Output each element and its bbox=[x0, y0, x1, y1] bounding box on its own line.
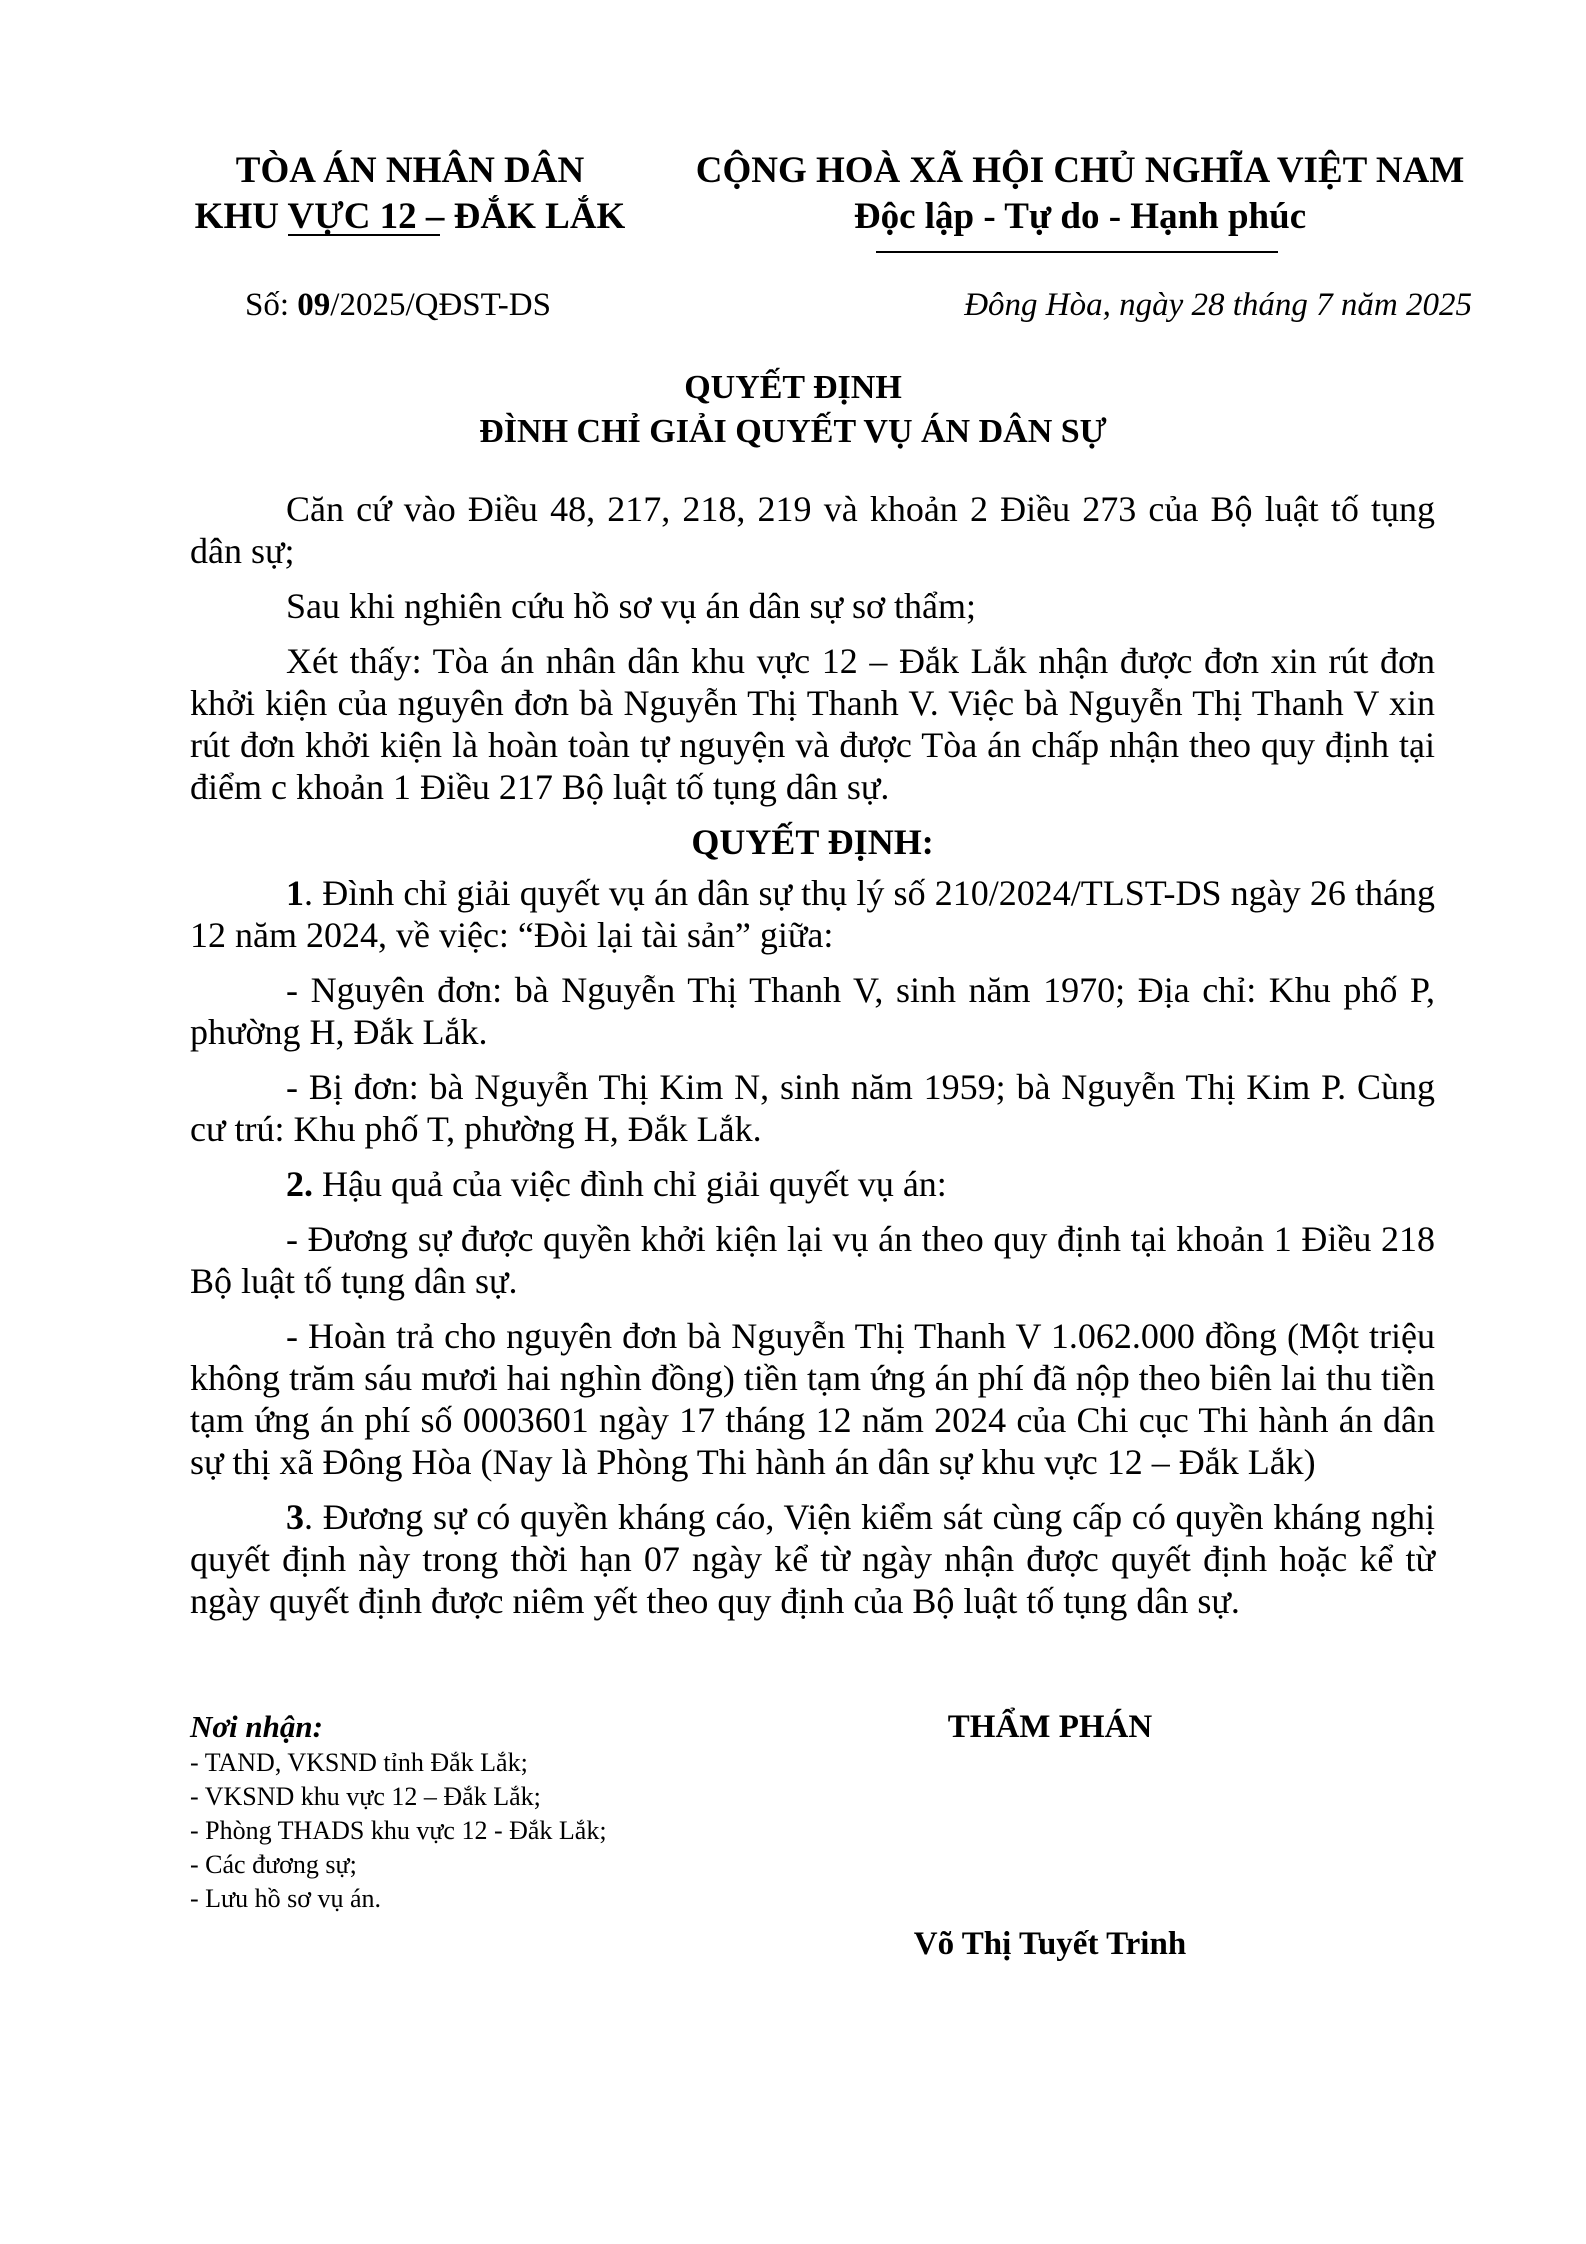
item-3-number: 3 bbox=[286, 1497, 304, 1537]
item-1-number: 1 bbox=[286, 873, 304, 913]
recipient-item: - VKSND khu vực 12 – Đắk Lắk; bbox=[190, 1782, 541, 1811]
recipients-title: Nơi nhận: bbox=[190, 1709, 323, 1744]
document-title bbox=[0, 366, 1586, 454]
court-header bbox=[170, 148, 650, 240]
decision-item-3 bbox=[190, 1496, 1435, 1622]
item-2-text: Hậu quả của việc đình chỉ giải quyết vụ án: bbox=[313, 1164, 947, 1204]
item-3-text: . Đương sự có quyền kháng cáo, Viện kiểm sát cùng cấp có quyền kháng nghị quyết định này trong thời hạn 07 ngày kể từ ngày nhận được quyết định hoặc kể từ ngày quyết định được niêm yết theo quy định của Bộ luật tố tụng dân sự. bbox=[190, 1497, 1435, 1621]
review-note: Sau khi nghiên cứu hồ sơ vụ án dân sự sơ thẩm; bbox=[286, 586, 977, 626]
court-name: TÒA ÁN NHÂN DÂN bbox=[235, 150, 585, 191]
legal-basis: Căn cứ vào Điều 48, 217, 218, 219 và khoản 2 Điều 273 của Bộ luật tố tụng dân sự; bbox=[190, 489, 1435, 571]
item-2-number: 2. bbox=[286, 1164, 313, 1204]
national-header bbox=[680, 148, 1480, 240]
findings: Xét thấy: Tòa án nhân dân khu vực 12 – Đắk Lắk nhận được đơn xin rút đơn khởi kiện của nguyên đơn bà Nguyễn Thị Thanh V. Việc bà Nguyễn Thị Thanh V xin rút đơn khởi kiện là hoàn toàn tự nguyện và được Tòa án chấp nhận theo quy định tại điểm c khoản 1 Điều 217 Bộ luật tố tụng dân sự. bbox=[190, 641, 1435, 807]
national-title: CỘNG HOÀ XÃ HỘI CHỦ NGHĨA VIỆT NAM bbox=[695, 150, 1465, 191]
decision-heading: QUYẾT ĐỊNH: bbox=[691, 822, 934, 862]
decision-item-2 bbox=[190, 1163, 1435, 1205]
signer-title: THẨM PHÁN bbox=[947, 1709, 1153, 1745]
consequence-2: - Hoàn trả cho nguyên đơn bà Nguyễn Thị Thanh V 1.062.000 đồng (Một triệu không trăm sáu mươi hai nghìn đồng) tiền tạm ứng án phí đã nộp theo biên lai thu tiền tạm ứng án phí số 0003601 ngày 17 tháng 12 năm 2024 của Chi cục Thi hành án dân sự thị xã Đông Hòa (Nay là Phòng Thi hành án dân sự khu vực 12 – Đắk Lắk) bbox=[190, 1316, 1435, 1482]
motto-underline bbox=[876, 251, 1278, 253]
consequence-1: - Đương sự được quyền khởi kiện lại vụ án theo quy định tại khoản 1 Điều 218 Bộ luật tố tụng dân sự. bbox=[190, 1219, 1435, 1301]
document-body bbox=[190, 488, 1435, 1635]
item-1-text: . Đình chỉ giải quyết vụ án dân sự thụ lý số 210/2024/TLST-DS ngày 26 tháng 12 năm 2024, về việc: “Đòi lại tài sản” giữa: bbox=[190, 873, 1435, 955]
recipient-item: - TAND, VKSND tỉnh Đắk Lắk; bbox=[190, 1748, 528, 1777]
document-number bbox=[245, 285, 551, 325]
number-suffix: /2025/QĐST-DS bbox=[330, 287, 551, 323]
court-area: KHU VỰC 12 – ĐẮK LẮK bbox=[194, 196, 626, 237]
number-prefix: Số: bbox=[245, 287, 298, 323]
recipient-item: - Lưu hồ sơ vụ án. bbox=[190, 1884, 382, 1913]
defendant-info: - Bị đơn: bà Nguyễn Thị Kim N, sinh năm 1959; bà Nguyễn Thị Kim P. Cùng cư trú: Khu phố T, phường H, Đắk Lắk. bbox=[190, 1067, 1435, 1149]
national-motto: Độc lập - Tự do - Hạnh phúc bbox=[853, 196, 1307, 237]
title-line-1: QUYẾT ĐỊNH bbox=[684, 369, 902, 406]
title-line-2: ĐÌNH CHỈ GIẢI QUYẾT VỤ ÁN DÂN SỰ bbox=[479, 413, 1107, 450]
recipient-item: - Các đương sự; bbox=[190, 1850, 357, 1879]
recipient-item: - Phòng THADS khu vực 12 - Đắk Lắk; bbox=[190, 1816, 607, 1845]
number-value: 09 bbox=[297, 287, 331, 323]
document-date: Đông Hòa, ngày 28 tháng 7 năm 2025 bbox=[964, 287, 1472, 323]
decision-item-1 bbox=[190, 872, 1435, 956]
signer-name: Võ Thị Tuyết Trinh bbox=[913, 1926, 1187, 1962]
recipients-block bbox=[190, 1708, 790, 1916]
court-underline bbox=[288, 234, 440, 236]
plaintiff-info: - Nguyên đơn: bà Nguyễn Thị Thanh V, sinh năm 1970; Địa chỉ: Khu phố P, phường H, Đắk Lắk. bbox=[190, 970, 1435, 1052]
